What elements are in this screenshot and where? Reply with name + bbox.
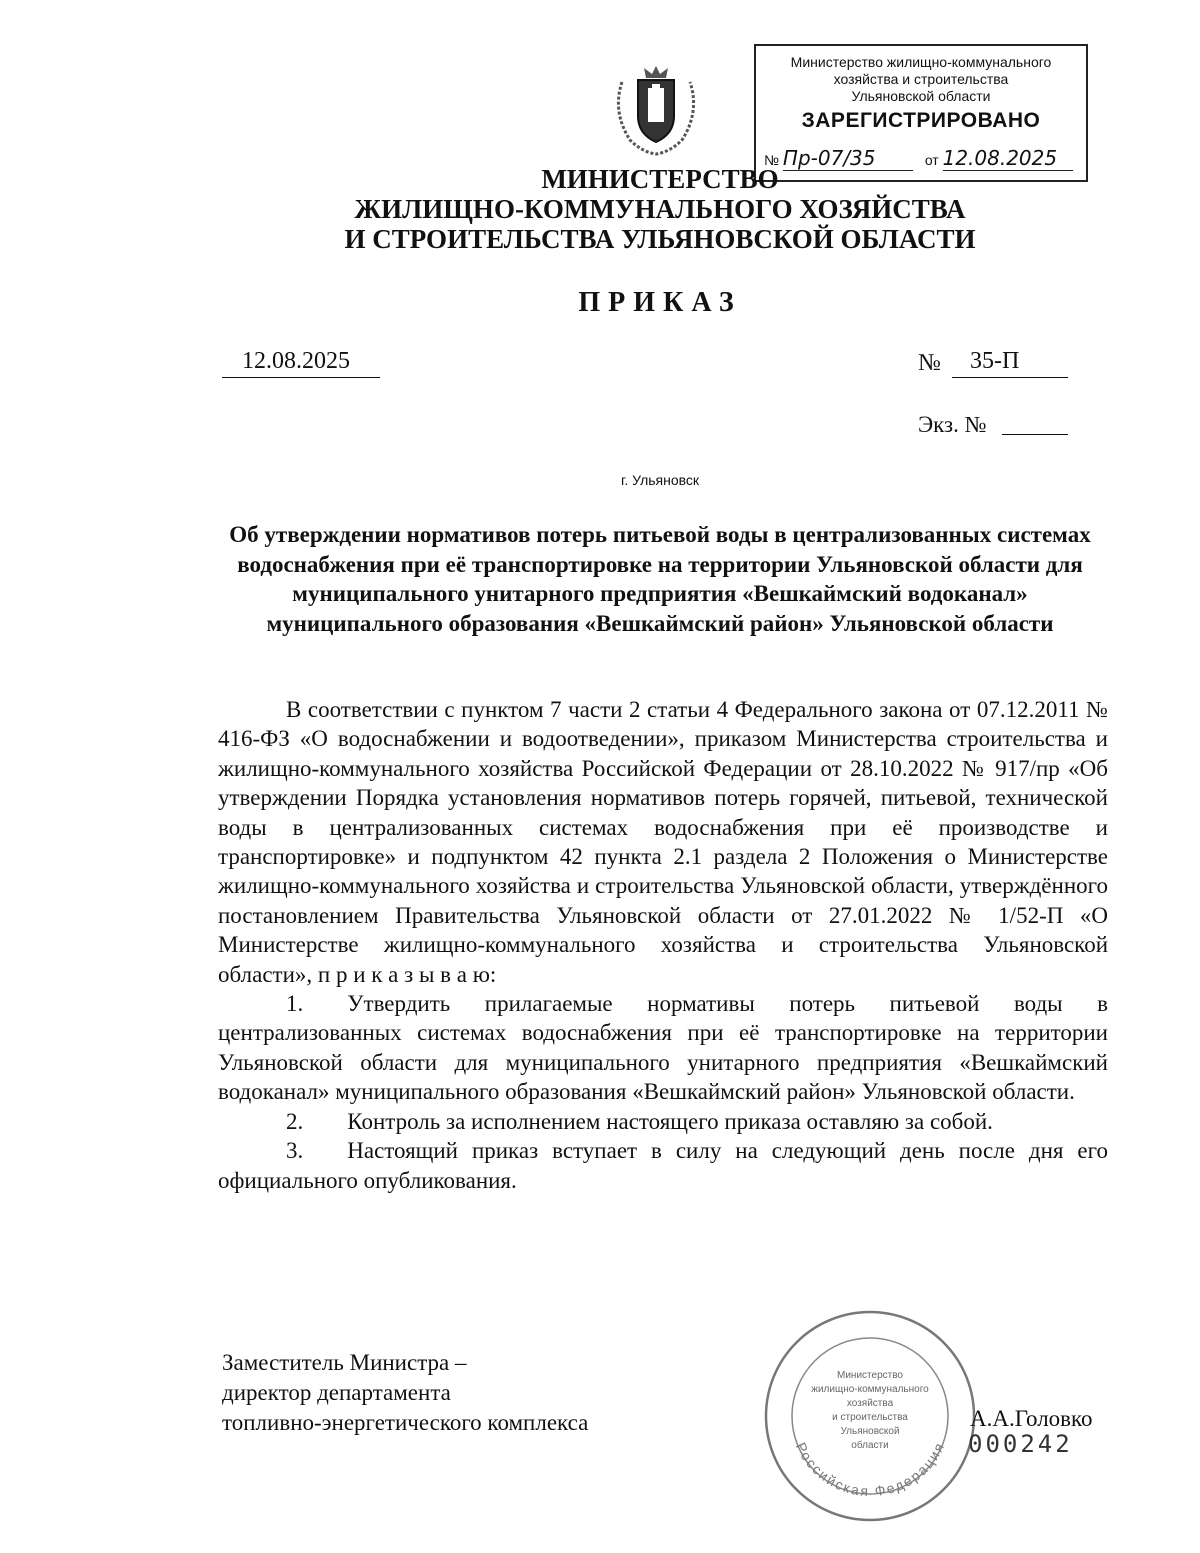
stamp-date-label: от bbox=[924, 152, 939, 168]
item-text: Настоящий приказ вступает в силу на следующий день после дня его официального опубликования. bbox=[218, 1138, 1108, 1193]
position-line3: топливно-энергетического комплекса bbox=[222, 1410, 589, 1435]
stamp-number-value: Пр-07/35 bbox=[783, 146, 913, 171]
stamp-status: ЗАРЕГИСТРИРОВАНО bbox=[801, 109, 1041, 132]
item-number: 1. bbox=[286, 991, 304, 1017]
seal-inner-line4: и строительства bbox=[832, 1412, 908, 1423]
document-title: Об утверждении нормативов потерь питьевой воды в централизованных системах водоснабжения при её транспортировке на территории Ульяновской области для муниципального унитарного предприятия «Вешкаймский водоканал» муниципального образования «Вешкаймский район» Ульяновской области bbox=[229, 522, 1091, 636]
official-seal bbox=[760, 1306, 980, 1526]
seal-inner-line2: жилищно-коммунального bbox=[811, 1384, 929, 1395]
position-line2: директор департамента bbox=[222, 1380, 451, 1405]
signatory-position bbox=[222, 1348, 588, 1438]
item-number: 3. bbox=[286, 1138, 304, 1164]
list-item bbox=[218, 989, 1108, 1107]
stamp-org-line2: хозяйства и строительства bbox=[833, 71, 1009, 87]
order-number-label: № bbox=[918, 350, 941, 376]
registration-stamp bbox=[754, 44, 1088, 182]
ministry-line2: ЖИЛИЩНО-КОММУНАЛЬНОГО ХОЗЯЙСТВА bbox=[354, 194, 966, 224]
seal-outer-text: Российская Федерация bbox=[792, 1438, 948, 1500]
stamp-org-line1: Министерство жилищно-коммунального bbox=[790, 54, 1052, 70]
ministry-line1: МИНИСТЕРСТВО bbox=[541, 164, 779, 194]
item-text: Контроль за исполнением настоящего приказа оставляю за собой. bbox=[347, 1108, 993, 1134]
command-word: п р и к а з ы в а ю: bbox=[317, 961, 497, 987]
document-type: ПРИКАЗ bbox=[578, 287, 742, 318]
order-date: 12.08.2025 bbox=[222, 348, 380, 378]
item-text: Утвердить прилагаемые нормативы потерь питьевой воды в централизованных системах водоснабжения при её транспортировке на территории Ульяновской области для муниципального унитарного предприятия «Вешкаймский водоканал» муниципального образования «Вешкаймский район» Ульяновской области. bbox=[218, 991, 1108, 1105]
signatory-name: А.А.Головко bbox=[970, 1406, 1093, 1431]
stamp-number-label: № bbox=[764, 152, 780, 168]
preamble-paragraph bbox=[218, 695, 1108, 989]
position-line1: Заместитель Министра – bbox=[222, 1350, 467, 1375]
item-number: 2. bbox=[286, 1108, 304, 1134]
preamble-text: В соответствии с пунктом 7 части 2 статьи 4 Федерального закона от 07.12.2011 № 416-ФЗ «О водоснабжении и водоотведении», приказом Министерства строительства и жилищно-коммунального хозяйства Российской Федерации от 28.10.2022 № 917/пр «Об утверждении Порядка установления нормативов потерь горячей, питьевой, технической воды в централизованных системах водоснабжения при её производстве и транспортировке» и подпунктом 42 пункта 2.1 раздела 2 Положения о Министерстве жилищно-коммунального хозяйства и строительства Ульяновской области, утверждённого постановлением Правительства Ульяновской области от 27.01.2022 № 1/52-П «О Министерстве жилищно-коммунального хозяйства и строительства Ульяновской области», bbox=[218, 697, 1108, 987]
stamp-org-line3: Ульяновской области bbox=[851, 88, 991, 104]
copy-number-line bbox=[1002, 434, 1068, 435]
order-number: 35-П bbox=[952, 348, 1068, 378]
seal-inner-line5: Ульяновской bbox=[840, 1426, 900, 1437]
city: г. Ульяновск bbox=[620, 472, 700, 488]
ministry-header bbox=[200, 164, 1120, 254]
list-item bbox=[218, 1107, 1108, 1136]
serial-number: 000242 bbox=[968, 1430, 1073, 1458]
ministry-line3: И СТРОИТЕЛЬСТВА УЛЬЯНОВСКОЙ ОБЛАСТИ bbox=[344, 224, 976, 254]
seal-inner-line6: области bbox=[851, 1440, 889, 1451]
seal-inner-line1: Министерство bbox=[837, 1370, 903, 1381]
seal-inner-line3: хозяйства bbox=[846, 1398, 894, 1409]
document-body bbox=[218, 695, 1108, 1195]
list-item bbox=[218, 1136, 1108, 1195]
copy-number-label: Экз. № bbox=[918, 412, 987, 437]
stamp-date-value: 12.08.2025 bbox=[943, 146, 1073, 171]
coat-of-arms-icon bbox=[608, 62, 704, 158]
